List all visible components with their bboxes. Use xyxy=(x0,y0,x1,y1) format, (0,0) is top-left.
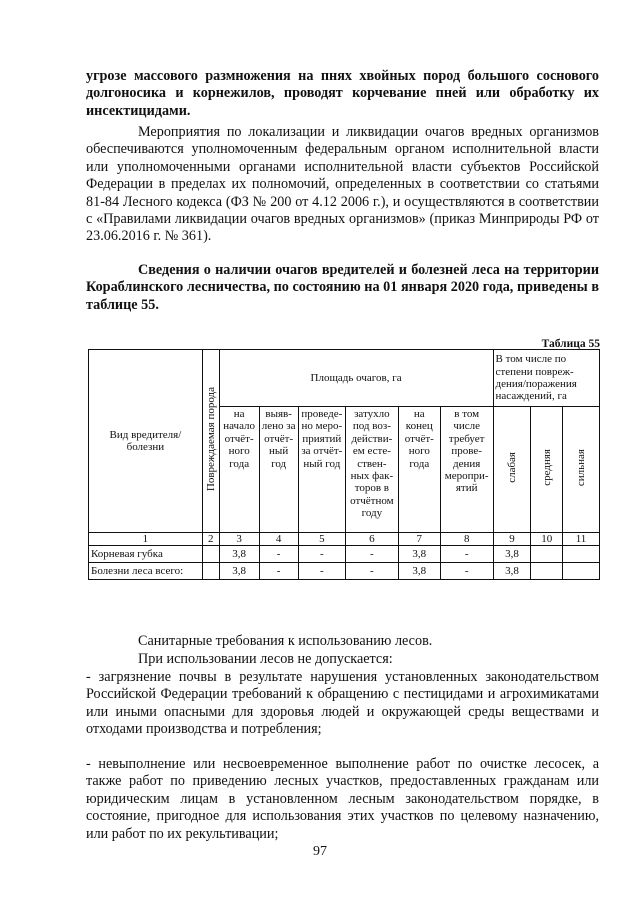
header-area-group: Площадь очагов, га xyxy=(219,350,493,407)
table-cell: 3,8 xyxy=(398,563,440,580)
table-cell: - xyxy=(346,563,399,580)
header-kind: Вид вредителя/ болезни xyxy=(89,350,203,533)
header-breed-label: Повреждаемая порода xyxy=(204,387,217,492)
table-cell: - xyxy=(440,563,493,580)
header-c8: в том числе требует прове-дения меропри-ятий xyxy=(440,407,493,533)
header-breed xyxy=(202,350,219,533)
header-c4: выяв-лено за отчёт-ный год xyxy=(259,407,298,533)
column-number: 4 xyxy=(259,533,298,546)
table-cell xyxy=(531,546,563,563)
table-cell: - xyxy=(440,546,493,563)
table-cell: - xyxy=(259,546,298,563)
column-number-row xyxy=(89,533,600,546)
sanitary-intro: При использовании лесов не допускается: xyxy=(138,651,393,667)
column-number: 8 xyxy=(440,533,493,546)
table-cell: 3,8 xyxy=(493,546,531,563)
table-cell: - xyxy=(346,546,399,563)
table-cell: Корневая губка xyxy=(89,546,203,563)
table-caption: Таблица 55 xyxy=(541,338,600,350)
table-cell: 3,8 xyxy=(219,563,259,580)
table-cell: - xyxy=(259,563,298,580)
paragraph-table-intro: Сведения о наличии очагов вредителей и болезней леса на территории Кораблинского лесничества, по состоянию на 01 января 2020 года, приведены в таблице 55. xyxy=(86,262,599,313)
header-c11 xyxy=(563,407,600,533)
header-c10-label: средняя xyxy=(540,449,553,487)
table-cell xyxy=(202,563,219,580)
sanitary-title: Санитарные требования к использованию лесов. xyxy=(138,633,433,649)
table-cell xyxy=(531,563,563,580)
table-row xyxy=(89,546,600,563)
sanitary-item-pollution: - загрязнение почвы в результате нарушения установленных законодательством Российской Федерации требований к обращению с пестицидами и агрохимикатами или иными опасными для здоровья людей и окружающей среды веществами и отходами производства и потребления; xyxy=(86,669,599,738)
sanitary-item-cleanup: - невыполнение или несвоевременное выполнение работ по очистке лесосек, а также работ по приведению лесных участков, предоставленных гражданам или юридическим лицам в установленном лесным законодательством порядке, в состояние, пригодное для использования этих участков по целевому назначению, или работ по их рекультивации; xyxy=(86,756,599,842)
column-number: 11 xyxy=(563,533,600,546)
column-number: 2 xyxy=(202,533,219,546)
header-degree-group: В том числе по степени повреж-дения/поражения насаждений, га xyxy=(493,350,599,407)
table-cell: 3,8 xyxy=(219,546,259,563)
column-number: 10 xyxy=(531,533,563,546)
column-number: 7 xyxy=(398,533,440,546)
pest-foci-table xyxy=(88,349,600,580)
table-cell: 3,8 xyxy=(493,563,531,580)
header-c6: затухло под воз-действи-ем есте-ствен-ных фак-торов в отчётном году xyxy=(346,407,399,533)
header-c7: на конец отчёт-ного года xyxy=(398,407,440,533)
column-number: 1 xyxy=(89,533,203,546)
table-cell: 3,8 xyxy=(398,546,440,563)
table-cell: - xyxy=(298,563,345,580)
header-c3: на начало отчёт-ного года xyxy=(219,407,259,533)
paragraph-stumps: угрозе массового размножения на пнях хвойных пород большого соснового долгоносика и корнежилов, проводят корчевание пней или обработку их инсектицидами. xyxy=(86,68,599,119)
header-c9 xyxy=(493,407,531,533)
table-cell xyxy=(563,563,600,580)
column-number: 9 xyxy=(493,533,531,546)
paragraph-measures: Мероприятия по локализации и ликвидации очагов вредных организмов обеспечиваются уполномоченным федеральным органом исполнительной власти или уполномоченными органами исполнительной власти субъектов Российской Федерации в пределах их полномочий, определенных в соответствии со статьями 81-84 Лесного кодекса (ФЗ № 200 от 4.12 2006 г.), и осуществляются в соответствии с «Правилами ликвидации очагов вредных организмов» (приказ Минприроды РФ от 23.06.2016 г. № 361). xyxy=(86,124,599,245)
column-number: 5 xyxy=(298,533,345,546)
table-row xyxy=(89,563,600,580)
header-c11-label: сильная xyxy=(574,449,587,487)
header-c9-label: слабая xyxy=(505,452,518,484)
column-number: 6 xyxy=(346,533,399,546)
table-cell xyxy=(202,546,219,563)
table-cell: - xyxy=(298,546,345,563)
column-number: 3 xyxy=(219,533,259,546)
page-number: 97 xyxy=(313,844,327,859)
table-cell xyxy=(563,546,600,563)
header-c5: проведе-но меро-приятий за отчёт-ный год xyxy=(298,407,345,533)
table-cell: Болезни леса всего: xyxy=(89,563,203,580)
header-c10 xyxy=(531,407,563,533)
